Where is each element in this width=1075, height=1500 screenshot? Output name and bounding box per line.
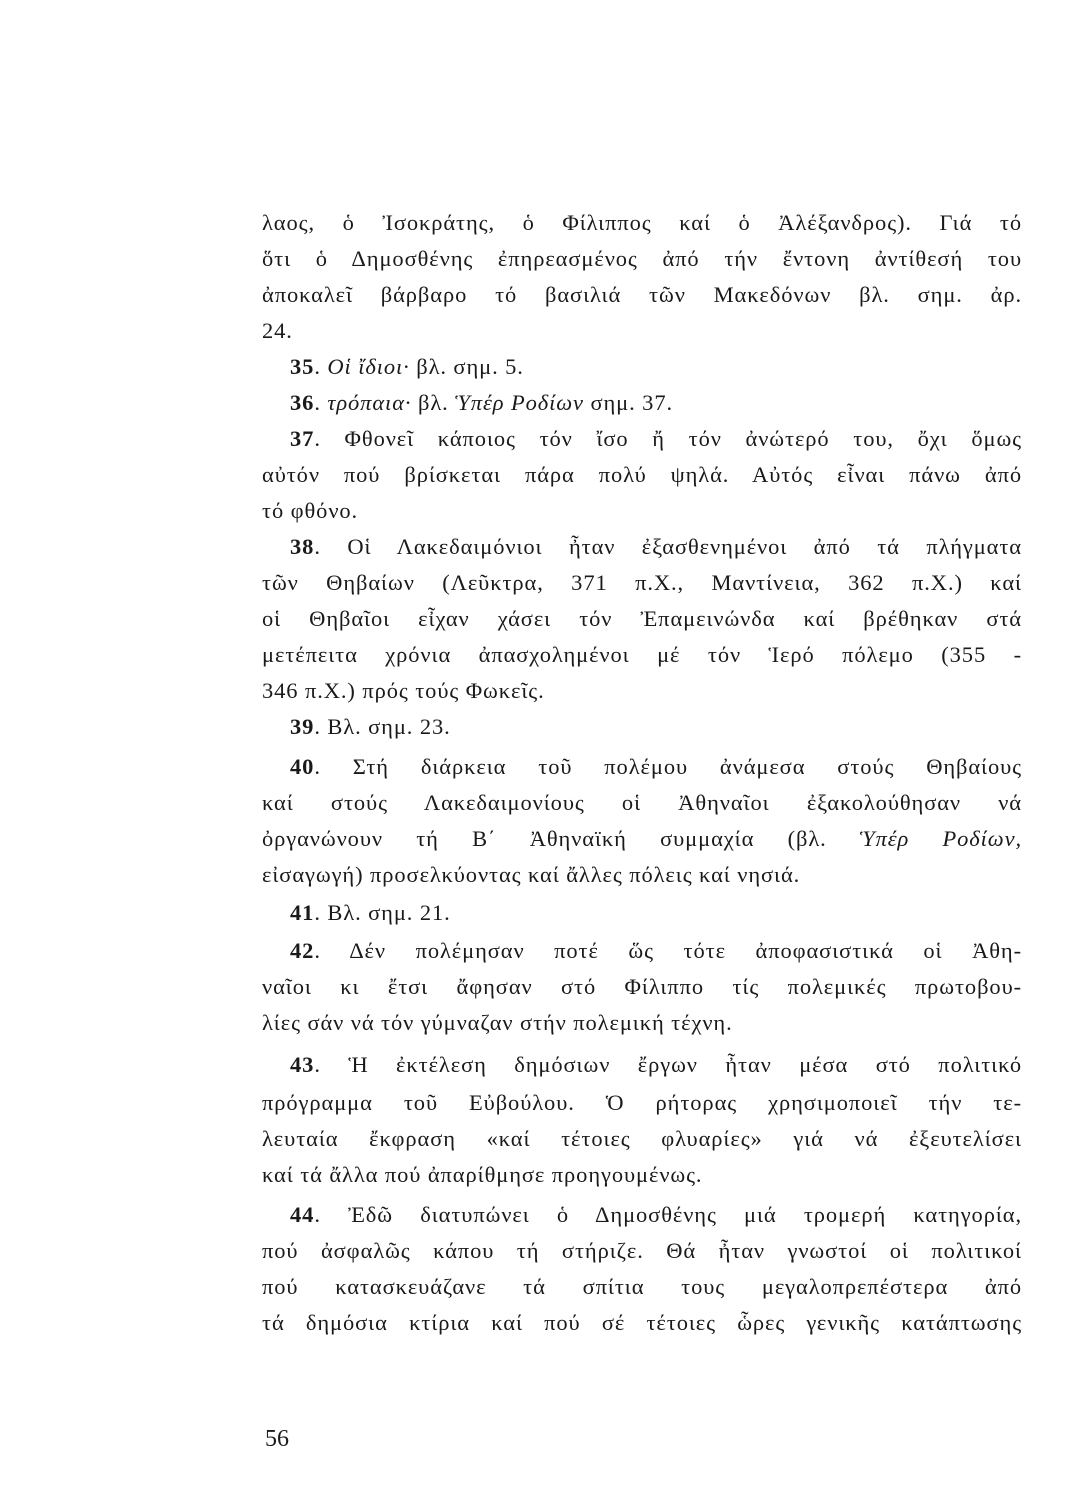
note-43-line-1: 43. Ἡ ἐκτέλεση δημόσιων ἔργων ἦταν μέσα στό πολιτικό (290, 1052, 1022, 1077)
note-40-line-3 (262, 824, 1022, 854)
note-38-line-4: μετέπειτα χρόνια ἀπασχολημένοι μέ τόν Ἱερό πόλεμο (355 - (262, 642, 1022, 667)
note-43-line-4: καί τά ἄλλα πού ἀπαρίθμησε προηγουμένως. (262, 1162, 703, 1187)
note-number: 43 (290, 1052, 315, 1077)
note-43-line-2: πρόγραμμα τοῦ Εὐβούλου. Ὁ ρήτορας χρησιμοποιεῖ τήν τε- (262, 1090, 1022, 1115)
note-36: 36. τρόπαια· βλ. Ὑπέρ Ροδίων σημ. 37. (290, 390, 674, 415)
note-44-line-3: πού κατασκευάζανε τά σπίτια τους μεγαλοπρεπέστερα ἀπό (262, 1274, 1022, 1299)
note-44-line-1: 44. Ἐδῶ διατυπώνει ὁ Δημοσθένης μιά τρομερή κατηγορία, (290, 1202, 1022, 1227)
note-37-line-2: αὐτόν πού βρίσκεται πάρα πολύ ψηλά. Αὐτός εἶναι πάνω ἀπό (262, 462, 1022, 487)
note-40-line-1: 40. Στή διάρκεια τοῦ πολέμου ἀνάμεσα στούς Θηβαίους (290, 754, 1022, 779)
note-42-line-3: λίες σάν νά τόν γύμναζαν στήν πολεμική τέχνη. (262, 1010, 733, 1035)
note-text: Ἐδῶ διατυπώνει ὁ Δημοσθένης μιά τρομερή κατηγορία, (348, 1202, 1022, 1227)
note-37-line-3: τό φθόνο. (262, 498, 359, 523)
note-text: βλ. σημ. 5. (409, 354, 524, 379)
note-42-line-2: ναῖοι κι ἔτσι ἄφησαν στό Φίλιππο τίς πολεμικές πρωτοβου- (262, 974, 1022, 999)
note-number: 44 (290, 1202, 315, 1227)
note-text: Ἡ ἐκτέλεση δημόσιων ἔργων ἦταν μέσα στό πολιτικό (348, 1052, 1022, 1077)
note-number: 37 (290, 426, 315, 451)
note-40-line-2: καί στούς Λακεδαιμονίους οἱ Ἀθηναῖοι ἐξακολούθησαν νά (262, 790, 1022, 815)
note-number: 39 (290, 714, 315, 739)
note-43-line-3: λευταία ἔκφραση «καί τέτοιες φλυαρίες» γιά νά ἐξευτελίσει (262, 1126, 1022, 1151)
note-38-line-2: τῶν Θηβαίων (Λεῦκτρα, 371 π.Χ., Μαντίνεια, 362 π.Χ.) καί (262, 570, 1022, 595)
note-text: βλ. (411, 390, 456, 415)
note-39: 39. Βλ. σημ. 23. (290, 714, 451, 739)
note-text: Φθονεῖ κάποιος τόν ἴσο ἤ τόν ἀνώτερό του, ὄχι ὅμως (344, 426, 1022, 451)
note-35: 35. Οἱ ἴδιοι· βλ. σημ. 5. (290, 354, 524, 379)
note-40-line-4: εἰσαγωγή) προσελκύοντας καί ἄλλες πόλεις καί νησιά. (262, 862, 801, 887)
note-lemma: τρόπαια· (327, 390, 412, 415)
note-38-line-1: 38. Οἱ Λακεδαιμόνιοι ἦταν ἐξασθενημένοι ἀπό τά πλήγματα (290, 534, 1022, 559)
note-34-line-3: ἀποκαλεῖ βάρβαρο τό βασιλιά τῶν Μακεδόνων βλ. σημ. ἀρ. (262, 282, 1022, 307)
note-text: Οἱ Λακεδαιμόνιοι ἦταν ἐξασθενημένοι ἀπό τά πλήγματα (347, 534, 1022, 559)
work-title: Ὑπέρ Ροδίων (455, 390, 584, 415)
note-number: 42 (290, 938, 315, 963)
note-text: Βλ. σημ. 23. (327, 714, 451, 739)
note-34-line-2: ὅτι ὁ Δημοσθένης ἐπηρεασμένος ἀπό τήν ἔντονη ἀντίθεσή του (262, 246, 1022, 271)
note-41: 41. Βλ. σημ. 21. (290, 900, 451, 925)
work-title: Ὑπέρ Ροδίων, (859, 826, 1022, 851)
note-number: 40 (290, 754, 315, 779)
note-text: Δέν πολέμησαν ποτέ ὥς τότε ἀποφασιστικά οἱ Ἀθη- (349, 938, 1022, 963)
note-lemma: Οἱ ἴδιοι· (327, 354, 410, 379)
note-37-line-1: 37. Φθονεῖ κάποιος τόν ἴσο ἤ τόν ἀνώτερό του, ὄχι ὅμως (290, 426, 1022, 451)
note-text: Στή διάρκεια τοῦ πολέμου ἀνάμεσα στούς Θηβαίους (352, 754, 1022, 779)
note-34-line-1: λαος, ὁ Ἰσοκράτης, ὁ Φίλιππος καί ὁ Ἀλέξανδρος). Γιά τό (262, 210, 1022, 235)
note-number: 35 (290, 354, 315, 379)
note-number: 41 (290, 900, 315, 925)
note-text: σημ. 37. (583, 390, 674, 415)
note-text: Βλ. σημ. 21. (327, 900, 451, 925)
note-44-line-4: τά δημόσια κτίρια καί πού σέ τέτοιες ὧρες γενικῆς κατάπτωσης (262, 1310, 1022, 1335)
note-34-line-4: 24. (262, 318, 293, 343)
note-text: ὀργανώνουν τή Β΄ Ἀθηναϊκή συμμαχία (βλ. (262, 826, 860, 851)
page-number: 56 (265, 1426, 289, 1452)
note-number: 36 (290, 390, 315, 415)
note-38-line-5: 346 π.Χ.) πρός τούς Φωκεῖς. (262, 678, 545, 703)
note-38-line-3: οἱ Θηβαῖοι εἶχαν χάσει τόν Ἐπαμεινώνδα καί βρέθηκαν στά (262, 606, 1022, 631)
note-number: 38 (290, 534, 315, 559)
note-42-line-1: 42. Δέν πολέμησαν ποτέ ὥς τότε ἀποφασιστικά οἱ Ἀθη- (290, 938, 1022, 963)
note-44-line-2: πού ἀσφαλῶς κάπου τή στήριζε. Θά ἦταν γνωστοί οἱ πολιτικοί (262, 1238, 1022, 1263)
